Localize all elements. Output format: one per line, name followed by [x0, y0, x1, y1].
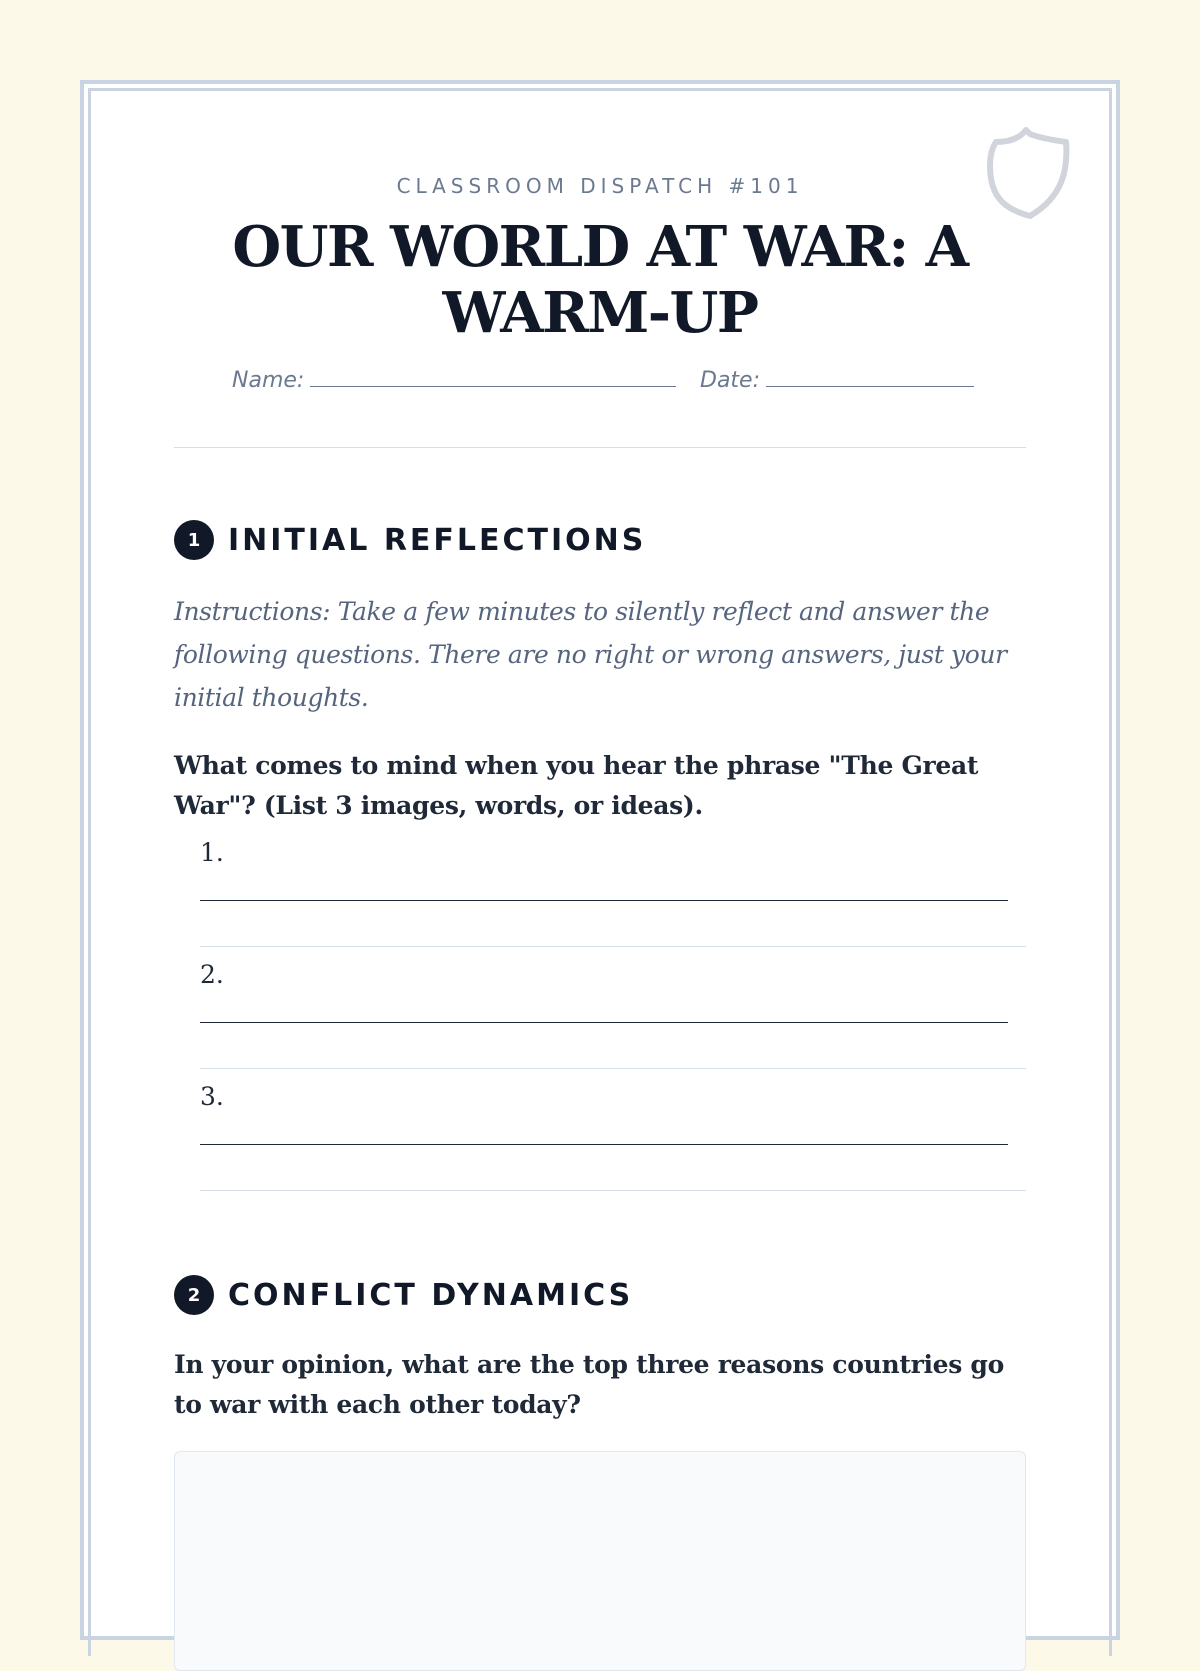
section-2-heading	[174, 1275, 633, 1315]
answer-line[interactable]	[200, 1022, 1008, 1023]
section-title: CONFLICT DYNAMICS	[228, 1277, 634, 1313]
name-field[interactable]	[232, 364, 676, 393]
answer-number: 2.	[200, 960, 224, 989]
page-title: OUR WORLD AT WAR: A WARM-UP	[232, 214, 968, 346]
date-label: Date:	[700, 368, 760, 393]
answer-text-box[interactable]	[174, 1451, 1026, 1671]
dispatch-kicker: CLASSROOM DISPATCH #101	[396, 174, 804, 198]
answer-line[interactable]	[200, 1144, 1008, 1145]
name-blank[interactable]	[310, 364, 676, 387]
instructions-text: Instructions: Take a few minutes to silently reflect and answer the following questions. There are no right or wrong answers, just your initial thoughts.	[174, 597, 1007, 712]
date-blank[interactable]	[766, 364, 974, 387]
name-label: Name:	[232, 368, 305, 393]
question-war-reasons: In your opinion, what are the top three reasons countries go to war with each other today?	[174, 1350, 1004, 1419]
date-field[interactable]	[700, 364, 974, 393]
question-great-war: What comes to mind when you hear the phrase "The Great War"? (List 3 images, words, or ideas).	[174, 751, 979, 820]
section-number-badge: 2	[174, 1275, 214, 1315]
answer-item[interactable]	[200, 1070, 1026, 1191]
header-divider	[174, 447, 1026, 448]
answer-line[interactable]	[200, 900, 1008, 901]
answer-item[interactable]	[200, 948, 1026, 1069]
section-1-heading	[174, 520, 646, 560]
section-number-badge: 1	[174, 520, 214, 560]
section-title: INITIAL REFLECTIONS	[228, 522, 647, 558]
answer-number: 1.	[200, 838, 224, 867]
answer-number: 3.	[200, 1082, 224, 1111]
answer-item[interactable]	[200, 826, 1026, 947]
